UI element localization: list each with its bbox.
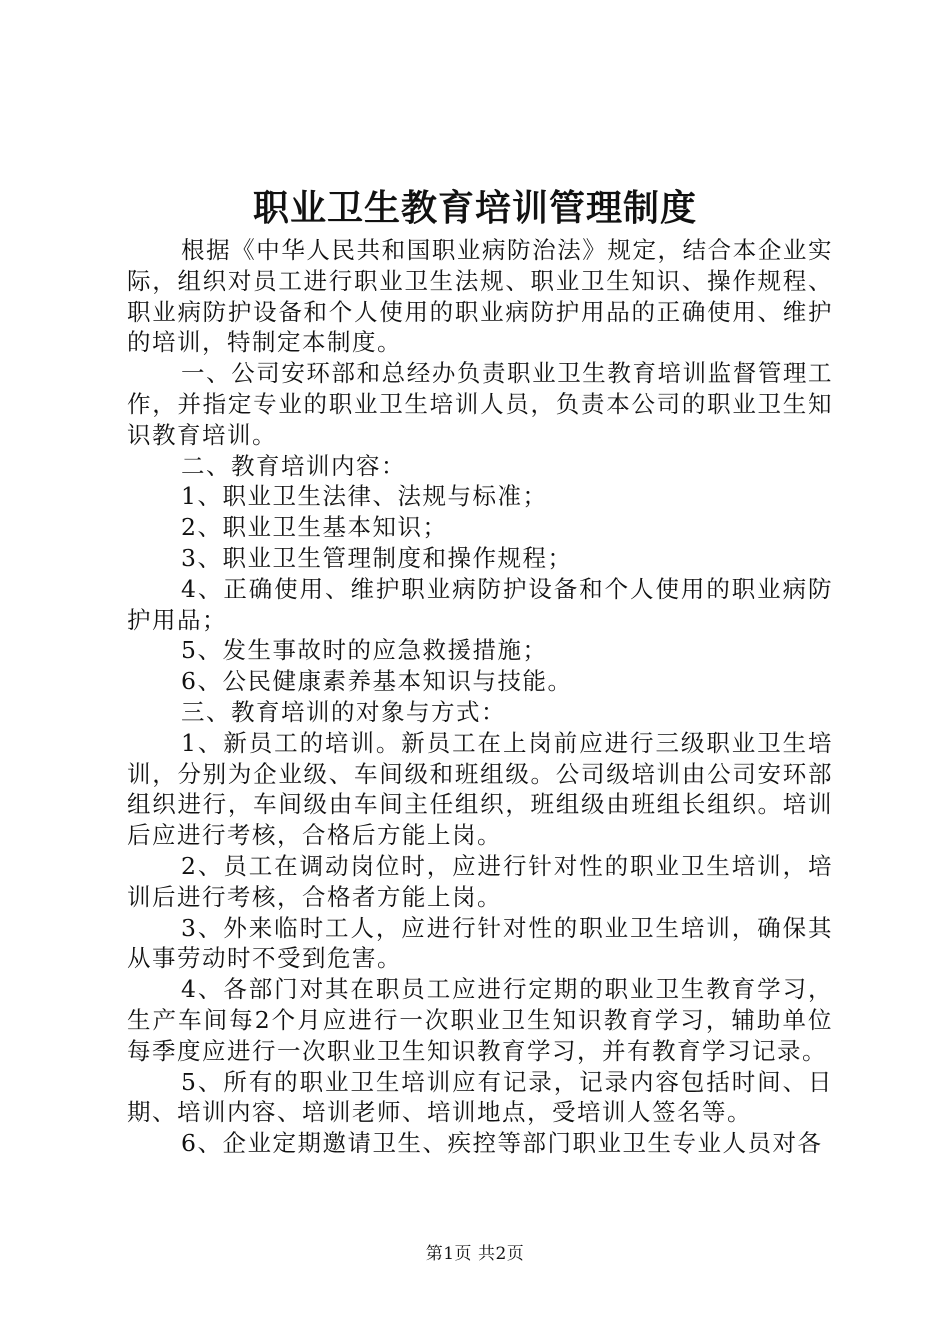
list-item: 2、职业卫生基本知识； [181, 513, 448, 542]
document-body [127, 235, 833, 1159]
list-item: 1、职业卫生法律、法规与标准； [181, 482, 548, 511]
list-item: 3、外来临时工人，应进行针对性的职业卫生培训，确保其从事劳动时不受到危害。 [127, 913, 833, 973]
list-item: 5、发生事故时的应急救援措施； [181, 636, 548, 665]
list-item: 5、所有的职业卫生培训应有记录，记录内容包括时间、日期、培训内容、培训老师、培训地点，受培训人签名等。 [127, 1067, 833, 1127]
paragraph-intro: 根据《中华人民共和国职业病防治法》规定，结合本企业实际，组织对员工进行职业卫生法规、职业卫生知识、操作规程、职业病防护设备和个人使用的职业病防护用品的正确使用、维护的培训，特制定本制度。 [127, 236, 833, 357]
list-item: 4、各部门对其在职员工应进行定期的职业卫生教育学习，生产车间每2个月应进行一次职业卫生知识教育学习，辅助单位每季度应进行一次职业卫生知识教育学习，并有教育学习记录。 [127, 975, 833, 1065]
list-item: 6、公民健康素养基本知识与技能。 [181, 667, 573, 696]
paragraph-section-2-heading: 二、教育培训内容： [181, 451, 407, 480]
list-item: 4、正确使用、维护职业病防护设备和个人使用的职业病防护用品； [127, 574, 833, 634]
paragraph-section-1: 一、公司安环部和总经办负责职业卫生教育培训监督管理工作，并指定专业的职业卫生培训人员，负责本公司的职业卫生知识教育培训。 [127, 359, 833, 449]
list-item: 1、新员工的培训。新员工在上岗前应进行三级职业卫生培训，分别为企业级、车间级和班组级。公司级培训由公司安环部组织进行，车间级由车间主任组织，班组级由班组长组织。培训后应进行考核，合格后方能上岗。 [127, 728, 833, 850]
list-item: 6、企业定期邀请卫生、疾控等部门职业卫生专业人员对各 [181, 1129, 823, 1158]
paragraph-section-3-heading: 三、教育培训的对象与方式： [181, 697, 507, 726]
list-item: 2、员工在调动岗位时，应进行针对性的职业卫生培训，培训后进行考核，合格者方能上岗。 [127, 851, 833, 911]
page-footer: 第1页 共2页 [425, 1244, 525, 1264]
document-title: 职业卫生教育培训管理制度 [252, 187, 697, 229]
list-item: 3、职业卫生管理制度和操作规程； [181, 543, 573, 572]
